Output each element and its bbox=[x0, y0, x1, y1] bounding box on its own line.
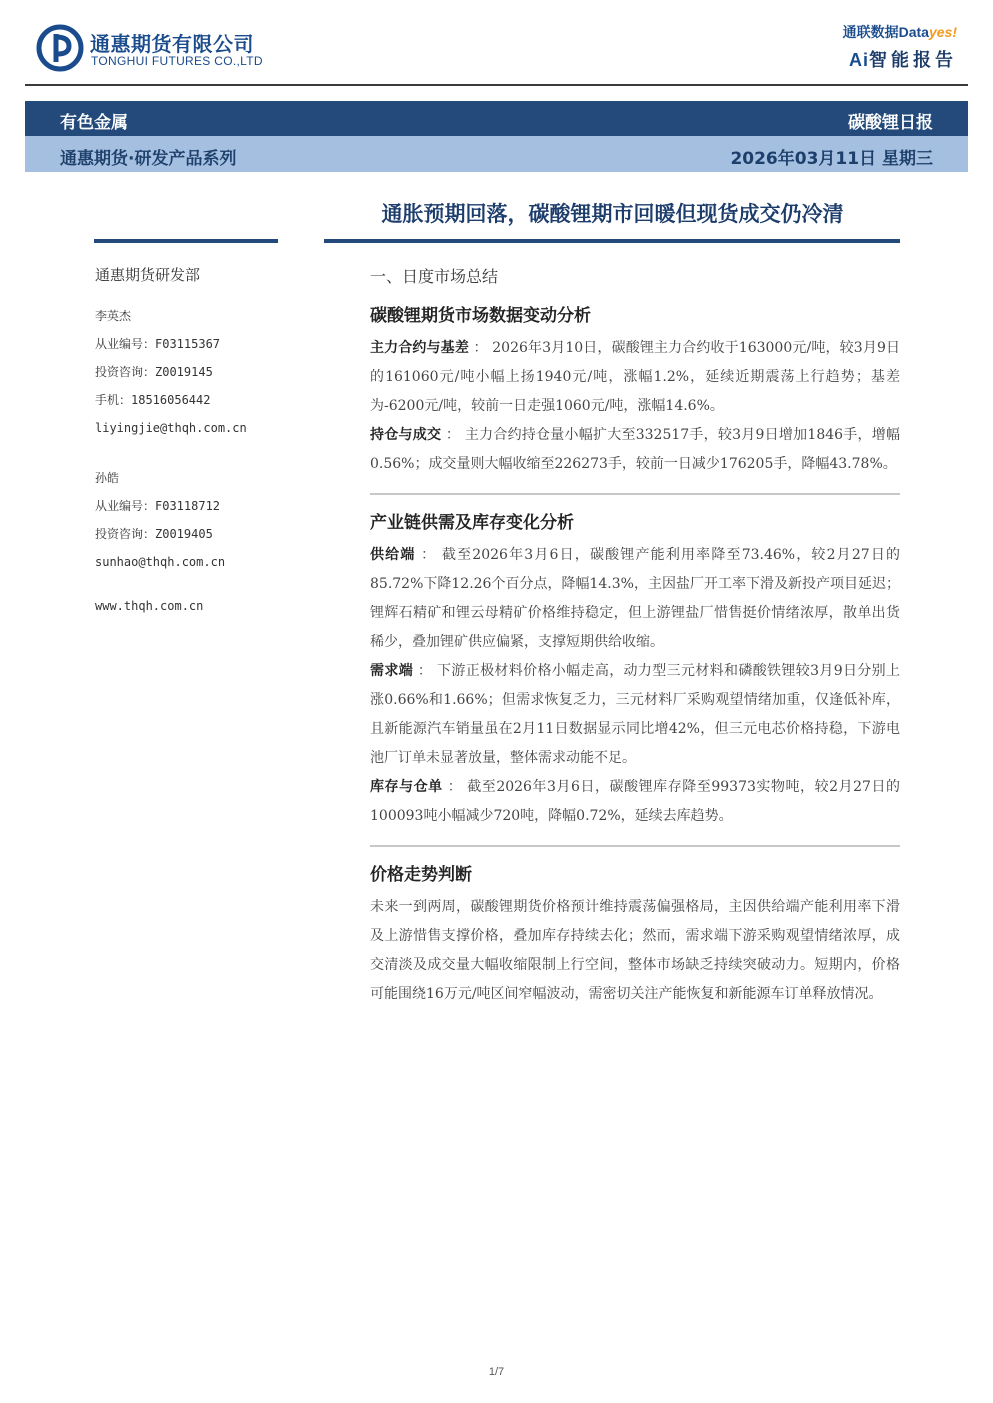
inventory-label: 库存与仓单 bbox=[370, 779, 443, 795]
section-divider bbox=[370, 493, 900, 495]
logo-mark-icon bbox=[36, 24, 84, 72]
demand-paragraph: 需求端 ： 下游正极材料价格小幅走高，动力型三元材料和磷酸铁锂较3月9日分别上涨0.66%和1.66%；但需求恢复乏力，三元材料厂采购观望情绪加重，仅逢低补库，且新能源汽车销量虽在2月11日数据显示同比增42%，但三元电芯价格持稳，下游电池厂订单未显著放量，整体需求动能不足。 bbox=[370, 663, 900, 766]
company-logo bbox=[36, 24, 286, 72]
sidebar bbox=[95, 264, 285, 626]
outlook-heading: 价格走势判断 bbox=[370, 865, 472, 885]
series-band bbox=[25, 136, 968, 172]
analyst-email[interactable]: liyingjie@thqh.com.cn bbox=[95, 421, 247, 435]
main-content bbox=[370, 264, 900, 1009]
futures-heading: 碳酸锂期货市场数据变动分析 bbox=[370, 306, 591, 326]
category-band bbox=[25, 101, 968, 136]
report-date: 2026年03月11日 星期三 bbox=[730, 149, 933, 169]
website-link[interactable]: www.thqh.com.cn bbox=[95, 599, 204, 613]
brand-prefix: 通联数据 bbox=[842, 24, 899, 40]
series-label: 通惠期货·研发产品系列 bbox=[60, 149, 237, 169]
contract-label: 主力合约与基差 bbox=[370, 340, 469, 356]
department-name: 通惠期货研发部 bbox=[95, 266, 201, 284]
contract-paragraph: 主力合约与基差 ： 2026年3月10日，碳酸锂主力合约收于163000元/吨，较3月9日的161060元/吨小幅上扬1940元/吨，涨幅1.2%，延续近期震荡上行趋势；基差为-6200元/吨，较前一日走强1060元/吨，涨幅14.6%。 bbox=[370, 340, 900, 414]
datayes-brand bbox=[757, 22, 957, 72]
outlook-paragraph: 未来一到两周，碳酸锂期货价格预计维持震荡偏强格局，主因供给端产能利用率下滑及上游惜售支撑价格，叠加库存持续去化；然而，需求端下游采购观望情绪浓厚，成交清淡及成交量大幅收缩限制上行空间，整体市场缺乏持续突破动力。短期内，价格可能围绕16万元/吨区间窄幅波动，需密切关注产能恢复和新能源车订单释放情况。 bbox=[370, 899, 900, 1002]
analyst-consult: 投资咨询：Z0019405 bbox=[95, 527, 213, 541]
header-divider bbox=[25, 84, 968, 86]
report-type-label: 碳酸锂日报 bbox=[848, 113, 933, 133]
position-text: 主力合约持仓量小幅扩大至332517手，较3月9日增加1846手，增幅0.56%；成交量则大幅收缩至226273手，较前一日减少176205手，降幅43.78%。 bbox=[370, 427, 901, 472]
analyst-email[interactable]: sunhao@thqh.com.cn bbox=[95, 555, 226, 569]
page-number: 1/7 bbox=[488, 1366, 505, 1378]
supply-label: 供给端 bbox=[370, 547, 416, 563]
section-title: 一、日度市场总结 bbox=[370, 267, 499, 286]
brand-yes: yes! bbox=[928, 24, 957, 40]
supply-chain-heading: 产业链供需及库存变化分析 bbox=[370, 513, 574, 533]
supply-text: 截至2026年3月6日，碳酸锂产能利用率降至73.46%，较2月27日的85.72%下降12.26个百分点，降幅14.3%，主因盐厂开工率下滑及新投产项目延迟；锂辉石精矿和锂云母精矿价格维持稳定，但上游锂盐厂惜售挺价情绪浓厚，散单出货稀少，叠加锂矿供应偏紧，支撑短期供给收缩。 bbox=[370, 547, 901, 650]
analyst-license: 从业编号：F03115367 bbox=[95, 337, 221, 351]
inventory-paragraph: 库存与仓单 ： 截至2026年3月6日，碳酸锂库存降至99373实物吨，较2月27日的100093吨小幅减少720吨，降幅0.72%，延续去库趋势。 bbox=[370, 779, 901, 824]
inventory-text: 截至2026年3月6日，碳酸锂库存降至99373实物吨，较2月27日的100093吨小幅减少720吨，降幅0.72%，延续去库趋势。 bbox=[370, 779, 901, 824]
analyst-consult: 投资咨询：Z0019145 bbox=[95, 365, 213, 379]
brand-data: Data bbox=[898, 24, 929, 40]
title-rule bbox=[324, 239, 900, 243]
sidebar-top-rule bbox=[94, 239, 278, 243]
brand-ai: Ai bbox=[849, 50, 869, 70]
analyst-name: 孙皓 bbox=[95, 471, 120, 485]
brand-top-line bbox=[757, 22, 957, 42]
supply-paragraph: 供给端 ： 截至2026年3月6日，碳酸锂产能利用率降至73.46%，较2月27日的85.72%下降12.26个百分点，降幅14.3%，主因盐厂开工率下滑及新投产项目延迟；锂辉石精矿和锂云母精矿价格维持稳定，但上游锂盐厂惜售挺价情绪浓厚，散单出货稀少，叠加锂矿供应偏紧，支撑短期供给收缩。 bbox=[370, 547, 901, 650]
analyst-license: 从业编号：F03118712 bbox=[95, 499, 221, 513]
analyst-phone: 手机：18516056442 bbox=[95, 393, 211, 407]
logo-company-name-en: TONGHUI FUTURES CO.,LTD bbox=[91, 54, 263, 68]
demand-label: 需求端 bbox=[370, 663, 414, 679]
logo-company-name: 通惠期货有限公司 bbox=[90, 32, 254, 56]
demand-text: 下游正极材料价格小幅走高，动力型三元材料和磷酸铁锂较3月9日分别上涨0.66%和1.66%；但需求恢复乏力，三元材料厂采购观望情绪加重，仅逢低补库，且新能源汽车销量虽在2月11日数据显示同比增42%，但三元电芯价格持稳，下游电池厂订单未显著放量，整体需求动能不足。 bbox=[370, 663, 900, 766]
contract-text: 2026年3月10日，碳酸锂主力合约收于163000元/吨，较3月9日的161060元/吨小幅上扬1940元/吨，涨幅1.2%，延续近期震荡上行趋势；基差为-6200元/吨，较前一日走强1060元/吨，涨幅14.6%。 bbox=[370, 340, 900, 414]
section-divider bbox=[370, 845, 900, 847]
analyst-name: 李英杰 bbox=[95, 309, 132, 323]
position-paragraph: 持仓与成交 ： 主力合约持仓量小幅扩大至332517手，较3月9日增加1846手，增幅0.56%；成交量则大幅收缩至226273手，较前一日减少176205手，降幅43.78%。 bbox=[370, 427, 901, 472]
document-title: 通胀预期回落，碳酸锂期市回暖但现货成交仍冷清 bbox=[381, 202, 844, 226]
brand-bottom-line bbox=[757, 46, 957, 72]
category-label: 有色金属 bbox=[60, 113, 128, 133]
position-label: 持仓与成交 bbox=[370, 427, 442, 443]
brand-report: 智能报告 bbox=[869, 50, 957, 71]
